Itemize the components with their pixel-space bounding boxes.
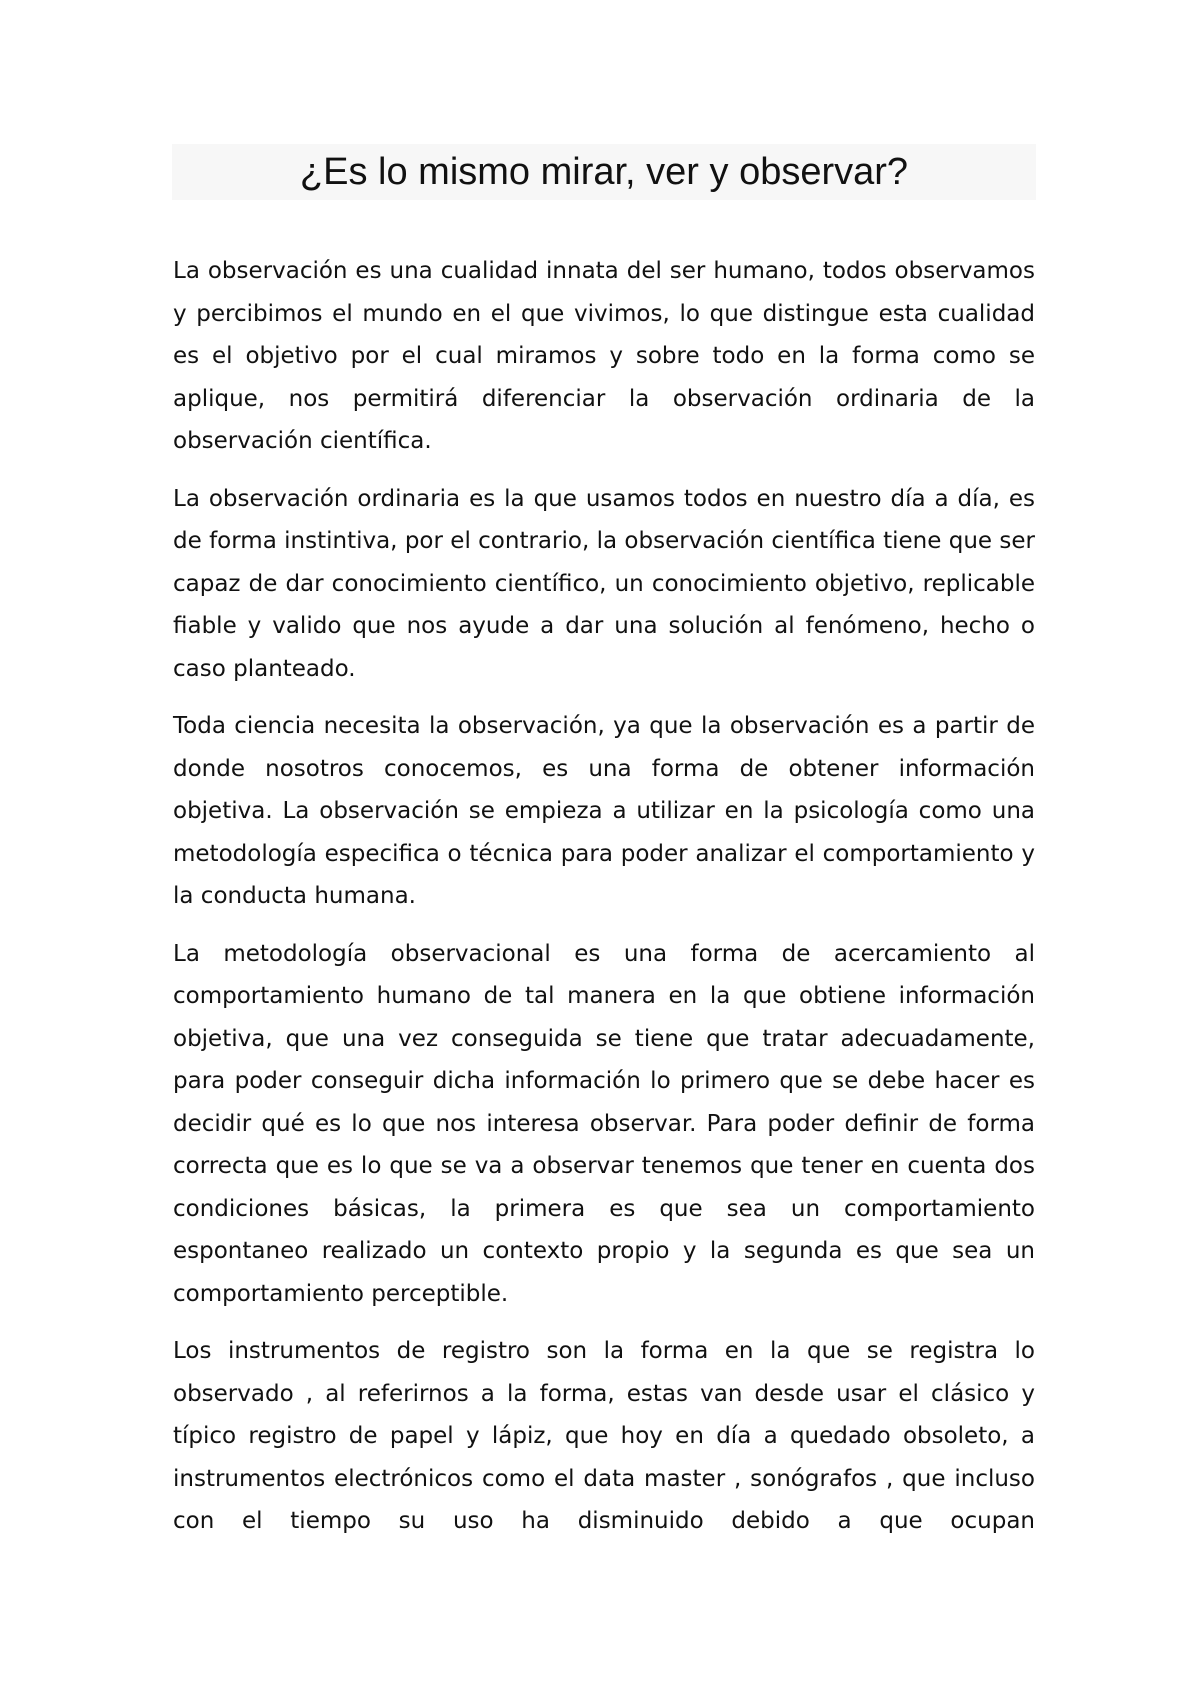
paragraph-2: La observación ordinaria es la que usamos todos en nuestro día a día, es de forma instintiva, por el contrario, la observación científica tiene que ser capaz de dar conocimiento científico, un conocimiento objetivo, replicable fiable y valido que nos ayude a dar una solución al fenómeno, hecho o caso planteado.	[173, 485, 1035, 682]
title-banner	[172, 144, 1036, 200]
paragraph-5: Los instrumentos de registro son la forma en la que se registra lo observado , al referirnos a la forma, estas van desde usar el clásico y típico registro de papel y lápiz, que hoy en día a quedado obsoleto, a instrumentos electrónicos como el data master , sonógrafos , que incluso con el tiempo su uso ha disminuido debido a que ocupan	[173, 1338, 1035, 1534]
page-title: ¿Es lo mismo mirar, ver y observar?	[299, 151, 909, 193]
paragraph-4: La metodología observacional es una forma de acercamiento al comportamiento humano de tal manera en la que obtiene información objetiva, que una vez conseguida se tiene que tratar adecuadamente, para poder conseguir dicha información lo primero que se debe hacer es decidir qué es lo que nos interesa observar. Para poder definir de forma correcta que es lo que se va a observar tenemos que tener en cuenta dos condiciones básicas, la primera es que sea un comportamiento espontaneo realizado un contexto propio y la segunda es que sea un comportamiento perceptible.	[173, 940, 1035, 1307]
document-body	[173, 250, 1035, 1558]
paragraph-1: La observación es una cualidad innata del ser humano, todos observamos y percibimos el mundo en el que vivimos, lo que distingue esta cualidad es el objetivo por el cual miramos y sobre todo en la forma como se aplique, nos permitirá diferenciar la observación ordinaria de la observación científica.	[173, 258, 1035, 454]
paragraph-3: Toda ciencia necesita la observación, ya que la observación es a partir de donde nosotros conocemos, es una forma de obtener información objetiva. La observación se empieza a utilizar en la psicología como una metodología especifica o técnica para poder analizar el comportamiento y la conducta humana.	[173, 713, 1035, 909]
